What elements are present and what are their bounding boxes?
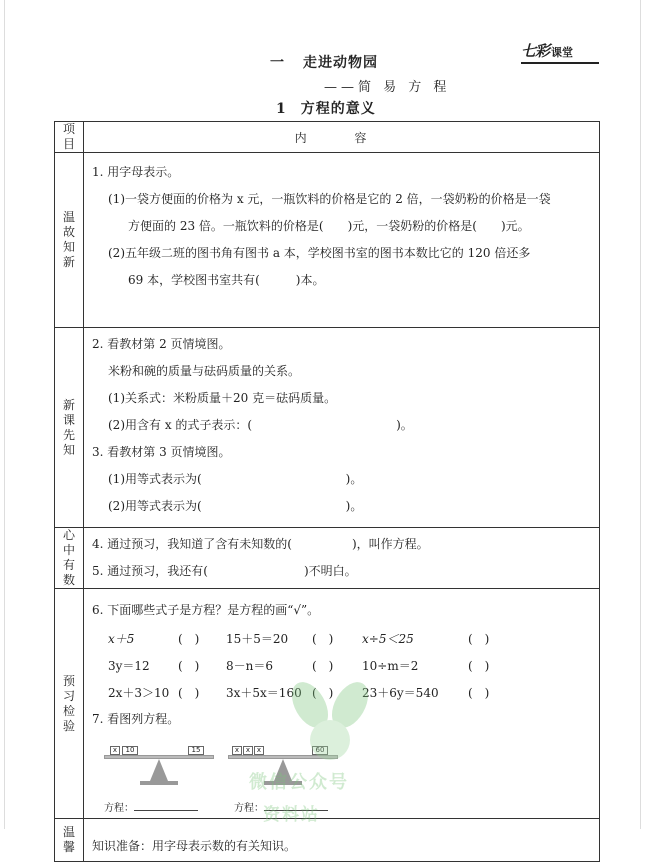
question-3: 3. 看教材第 3 页情境图。	[92, 445, 231, 459]
answer-paren[interactable]: ( )	[178, 686, 200, 700]
answer-paren[interactable]: ( )	[312, 686, 334, 700]
unit-number: 一	[270, 55, 285, 71]
quiz-item: 23＋6y＝540	[362, 686, 439, 700]
label-xinke: 新 课 先 知	[55, 328, 84, 528]
brand-sub: 课堂	[551, 46, 574, 59]
sub-title: ——简 易 方 程	[324, 80, 451, 95]
scale-box-value: 10	[122, 746, 138, 755]
question-2-2: (2)用含有 x 的式子表示：( )。	[108, 418, 413, 432]
scale-box-value: 60	[312, 746, 328, 755]
lesson-title	[276, 98, 376, 118]
answer-paren[interactable]: ( )	[312, 659, 334, 673]
row-yuxi	[55, 589, 600, 819]
equation-quiz	[92, 624, 599, 734]
table-head-row	[55, 122, 600, 153]
lesson-name: 方程的意义	[300, 101, 376, 117]
scale-pivot	[274, 759, 292, 781]
row-xinke	[55, 328, 600, 528]
quiz-item: x＋5	[108, 632, 135, 646]
question-3-2: (2)用等式表示为( )。	[108, 499, 363, 513]
brand-main: 七彩	[521, 42, 550, 60]
balance-scale-1	[104, 739, 214, 789]
question-1: 1. 用字母表示。	[92, 165, 180, 179]
brand-logo	[521, 40, 599, 64]
quiz-item: 3x＋5x＝160	[226, 686, 302, 700]
label-wengu: 温 故 知 新	[55, 153, 84, 328]
worksheet-table	[54, 121, 600, 862]
head-content: 内 容	[84, 122, 600, 153]
question-5: 5. 通过预习，我还有( )不明白。	[92, 564, 357, 578]
unit-title	[270, 52, 378, 72]
brand-underline	[521, 62, 599, 64]
scale-base	[140, 781, 178, 785]
scale-box-x: x	[110, 746, 120, 755]
question-6: 6. 下面哪些式子是方程？是方程的画“√”。	[92, 603, 320, 617]
label-xinzhong: 心 中 有 数	[55, 528, 84, 589]
answer-paren[interactable]: ( )	[468, 659, 490, 673]
watermark-text: 微信公众号	[249, 772, 349, 793]
label-wenxin: 温 馨	[55, 819, 84, 862]
equation-answer-2[interactable]: 方程：	[234, 799, 328, 814]
quiz-item: 2x＋3＞10	[108, 686, 170, 700]
label-yuxi: 预 习 检 验	[55, 589, 84, 819]
question-1-1b: 方便面的 23 倍。一瓶饮料的价格是( )元，一袋奶粉的价格是( )元。	[128, 219, 530, 233]
question-7: 7. 看图列方程。	[92, 712, 180, 726]
lesson-number: 1	[276, 101, 287, 117]
head-label: 项 目	[55, 122, 84, 153]
quiz-item: x÷5＜25	[362, 632, 414, 646]
answer-paren[interactable]: ( )	[468, 632, 490, 646]
scale-pivot	[150, 759, 168, 781]
question-2-desc: 米粉和碗的质量与砝码质量的关系。	[108, 364, 301, 378]
scale-box-x: x	[243, 746, 253, 755]
content-yuxi	[84, 589, 600, 819]
balance-scales	[104, 739, 344, 814]
balance-scale-2	[228, 739, 338, 789]
knowledge-tip: 知识准备：用字母表示数的有关知识。	[92, 839, 297, 853]
quiz-item: 3y＝12	[108, 659, 150, 673]
question-1-1a: (1)一袋方便面的价格为 x 元，一瓶饮料的价格是它的 2 倍，一袋奶粉的价格是一袋	[108, 192, 551, 206]
scale-base	[264, 781, 302, 785]
question-2: 2. 看教材第 2 页情境图。	[92, 337, 231, 351]
quiz-item: 8－n＝6	[226, 659, 273, 673]
content-wengu	[84, 153, 600, 328]
scale-box-value: 15	[188, 746, 204, 755]
content-wenxin	[84, 819, 600, 862]
quiz-item: 15＋5＝20	[226, 632, 289, 646]
quiz-item: 10÷m＝2	[362, 659, 419, 673]
answer-paren[interactable]: ( )	[178, 632, 200, 646]
scale-box-x: x	[232, 746, 242, 755]
answer-paren[interactable]: ( )	[312, 632, 334, 646]
question-1-2b: 69 本，学校图书室共有( )本。	[128, 273, 325, 287]
unit-name: 走进动物园	[303, 55, 378, 71]
content-xinke	[84, 328, 600, 528]
question-2-1: (1)关系式：米粉质量＋20 克＝砝码质量。	[108, 391, 337, 405]
row-wenxin	[55, 819, 600, 862]
question-1-2a: (2)五年级二班的图书角有图书 a 本，学校图书室的图书本数比它的 120 倍还多	[108, 246, 531, 260]
watermark-text-2: 资料站	[263, 805, 320, 825]
question-3-1: (1)用等式表示为( )。	[108, 472, 363, 486]
question-4: 4. 通过预习，我知道了含有未知数的( )，叫作方程。	[92, 537, 429, 551]
equation-answer-1[interactable]: 方程：	[104, 799, 198, 814]
scale-box-x: x	[254, 746, 264, 755]
row-wengu	[55, 153, 600, 328]
answer-paren[interactable]: ( )	[178, 659, 200, 673]
content-xinzhong	[84, 528, 600, 589]
row-xinzhong	[55, 528, 600, 589]
answer-paren[interactable]: ( )	[468, 686, 490, 700]
